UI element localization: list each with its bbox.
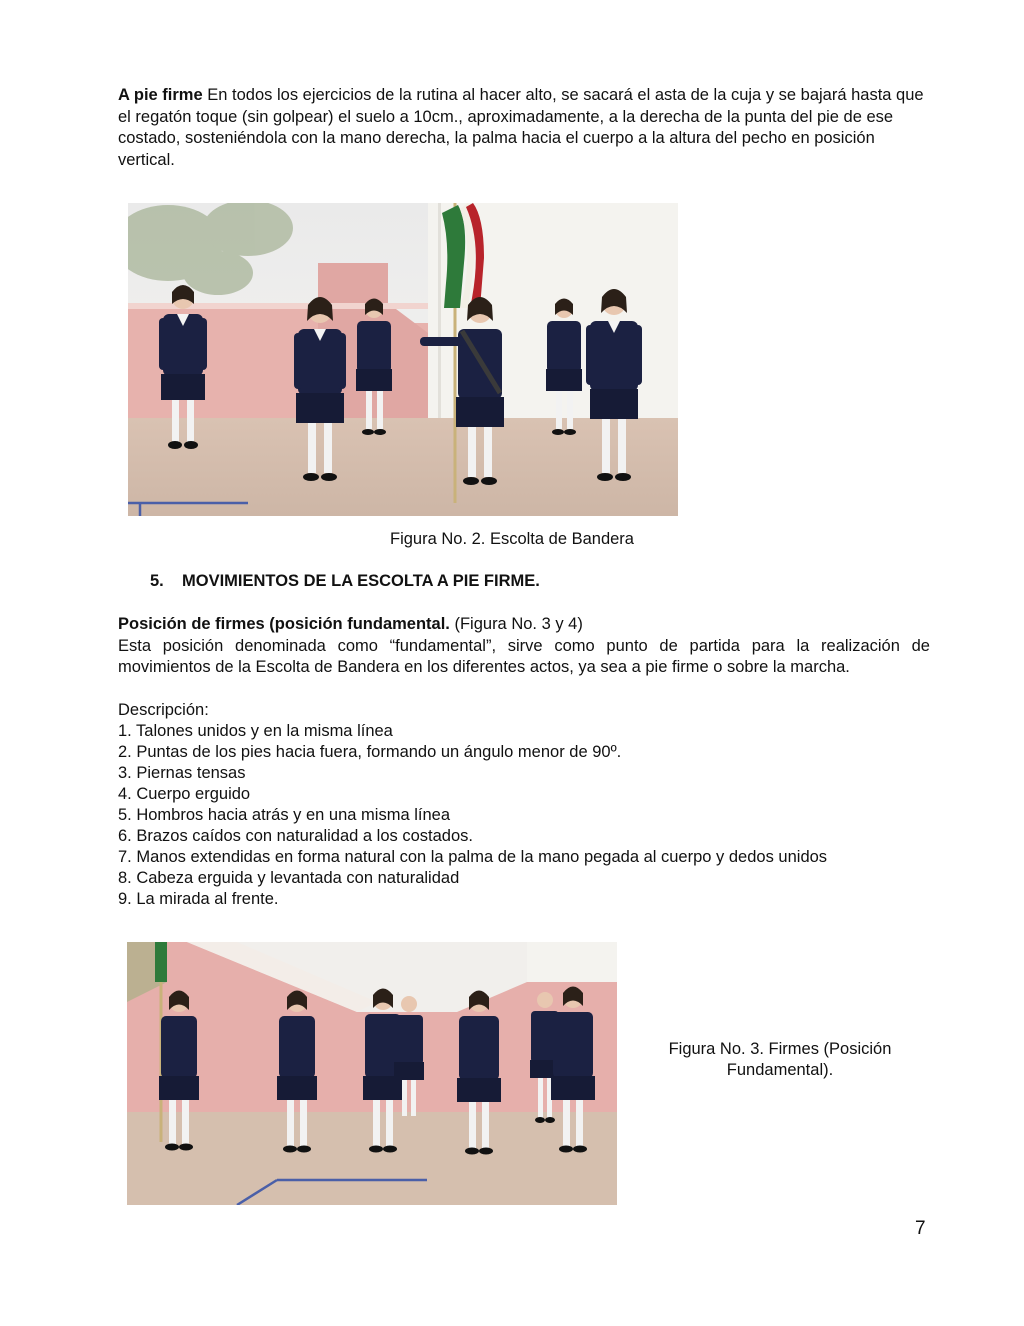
list-item: 5. Hombros hacia atrás y en una misma línea xyxy=(118,806,450,824)
list-item: 2. Puntas de los pies hacia fuera, formando un ángulo menor de 90º. xyxy=(118,743,622,761)
intro-paragraph xyxy=(118,85,930,171)
position-text: Esta posición denominada como “fundamental”, sirve como punto de partida para la realización de movimientos de la Escolta de Bandera en los diferentes actos, ya sea a pie firme o sobre la marcha. xyxy=(118,636,930,676)
list-item: 3. Piernas tensas xyxy=(118,764,246,782)
list-item: 1. Talones unidos y en la misma línea xyxy=(118,722,393,740)
page-number: 7 xyxy=(915,1218,926,1239)
list-item: 7. Manos extendidas en forma natural con la palma de la mano pegada al cuerpo y dedos unidos xyxy=(118,848,828,866)
figure-2-caption: Figura No. 2. Escolta de Bandera xyxy=(390,530,634,548)
escolta-bandera-photo xyxy=(128,203,678,516)
figure-3-caption-line1: Figura No. 3. Firmes (Posición xyxy=(668,1040,892,1058)
intro-text: En todos los ejercicios de la rutina al hacer alto, se sacará el asta de la cuja y se bajará hasta que el regatón toque (sin golpear) el suelo a 10cm., aproximadamente, a la derecha de la punta del pie de ese costado, sosteniéndola con la mano derecha, la palma hacia el cuerpo a la altura del pecho en posición vertical. xyxy=(118,86,924,169)
section-number: 5. xyxy=(150,572,164,590)
position-figure-ref: (Figura No. 3 y 4) xyxy=(449,615,583,633)
list-item: 4. Cuerpo erguido xyxy=(118,785,251,803)
list-item: 8. Cabeza erguida y levantada con naturalidad xyxy=(118,869,460,887)
position-paragraph xyxy=(118,614,930,679)
firmes-position-photo xyxy=(127,942,617,1205)
description-list xyxy=(118,700,930,910)
position-heading: Posición de firmes (posición fundamental. xyxy=(118,615,450,633)
section-title: MOVIMIENTOS DE LA ESCOLTA A PIE FIRME. xyxy=(182,572,540,590)
figure-3-caption xyxy=(640,1039,920,1081)
description-label: Descripción: xyxy=(118,701,209,719)
section-heading xyxy=(150,572,540,591)
intro-bold-lead: A pie firme xyxy=(118,86,203,104)
figure-3-caption-line2: Fundamental). xyxy=(726,1061,834,1079)
list-item: 9. La mirada al frente. xyxy=(118,890,279,908)
list-item: 6. Brazos caídos con naturalidad a los costados. xyxy=(118,827,473,845)
